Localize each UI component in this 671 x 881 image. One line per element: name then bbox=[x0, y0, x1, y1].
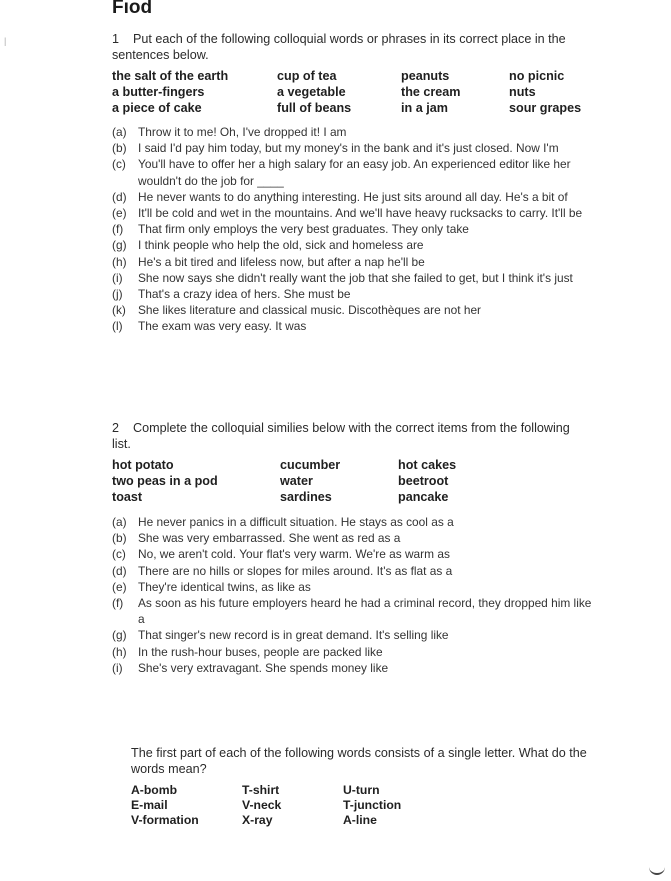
exercise-item bbox=[112, 270, 596, 286]
item-label: (k) bbox=[112, 303, 126, 318]
word-item: U-turn bbox=[343, 783, 380, 797]
exercise-item bbox=[112, 254, 596, 270]
exercise-item bbox=[112, 205, 596, 221]
item-label: (c) bbox=[112, 157, 126, 172]
word-item: cucumber bbox=[280, 458, 341, 472]
item-text: There are no hills or slopes for miles around. It's as flat as a bbox=[138, 563, 453, 578]
item-label: (c) bbox=[112, 547, 126, 562]
item-text: No, we aren't cold. Your flat's very warm. We're as warm as bbox=[138, 547, 450, 562]
item-text: They're identical twins, as like as bbox=[138, 579, 311, 594]
section2-word-box bbox=[112, 457, 456, 505]
word-row bbox=[112, 100, 581, 116]
item-text: She's very extravagant. She spends money like bbox=[138, 660, 389, 675]
word-item: a butter-fingers bbox=[112, 85, 205, 99]
word-item: a piece of cake bbox=[112, 101, 202, 115]
word-item: V-formation bbox=[131, 813, 199, 827]
word-row bbox=[112, 489, 456, 505]
exercise-item bbox=[112, 124, 596, 140]
item-text: He never wants to do anything interesting. He just sits around all day. He's a bit of bbox=[138, 189, 568, 204]
item-label: (a) bbox=[112, 125, 127, 139]
item-label: (i) bbox=[112, 660, 123, 675]
exercise-item bbox=[112, 644, 596, 660]
word-item: toast bbox=[112, 490, 143, 504]
word-item: the cream bbox=[401, 85, 461, 99]
item-text: In the rush-hour buses, people are packed like bbox=[138, 644, 383, 659]
word-row bbox=[131, 782, 401, 797]
word-item: the salt of the earth bbox=[112, 69, 229, 83]
item-label: (g) bbox=[112, 238, 127, 253]
word-item: hot potato bbox=[112, 458, 174, 472]
word-item: pancake bbox=[398, 490, 449, 504]
item-label: (j) bbox=[112, 287, 123, 302]
word-item: a vegetable bbox=[277, 85, 346, 99]
word-item: two peas in a pod bbox=[112, 474, 218, 488]
item-text: As soon as his future employers heard he had a criminal record, they dropped him like a bbox=[138, 596, 592, 627]
word-item: hot cakes bbox=[398, 458, 457, 472]
word-row bbox=[112, 457, 456, 473]
word-item: beetroot bbox=[398, 474, 449, 488]
item-label: (h) bbox=[112, 254, 127, 269]
word-row bbox=[112, 68, 581, 84]
word-row bbox=[131, 797, 401, 812]
exercise-item bbox=[112, 140, 596, 156]
word-item: T-junction bbox=[343, 798, 402, 812]
item-label: (a) bbox=[112, 515, 127, 529]
item-text: That's a crazy idea of hers. She must be bbox=[138, 287, 351, 302]
exercise-item bbox=[112, 563, 596, 579]
section2-exercise-list bbox=[112, 514, 596, 676]
item-label: (b) bbox=[112, 531, 127, 546]
exercise-item bbox=[112, 318, 596, 334]
item-text: The exam was very easy. It was bbox=[138, 319, 307, 334]
word-item: A-bomb bbox=[131, 783, 178, 797]
item-text: She likes literature and classical music. Discothèques are not her bbox=[138, 303, 482, 318]
word-item: A-line bbox=[343, 813, 377, 827]
item-label: (d) bbox=[112, 563, 127, 578]
item-label: (b) bbox=[112, 141, 127, 156]
item-text: That firm only employs the very best graduates. They only take bbox=[138, 222, 469, 237]
margin-mark: | bbox=[4, 36, 7, 46]
exercise-item bbox=[112, 514, 596, 530]
item-text: I said I'd pay him today, but my money's in the bank and it's just closed. Now I'm bbox=[138, 141, 559, 156]
word-item: V-neck bbox=[242, 798, 282, 812]
exercise-item bbox=[112, 579, 596, 595]
section3-instruction: The first part of each of the following words consists of a single letter. What do the words mean? bbox=[131, 746, 587, 776]
section2-instruction bbox=[112, 420, 590, 452]
section2-instruction-text: Complete the colloquial similies below with the correct items from the following list. bbox=[112, 421, 570, 451]
item-label: (d) bbox=[112, 189, 127, 204]
word-item: no picnic bbox=[509, 69, 565, 83]
item-label: (l) bbox=[112, 319, 123, 334]
item-text: I think people who help the old, sick and homeless are bbox=[138, 238, 424, 253]
word-item: cup of tea bbox=[277, 69, 337, 83]
exercise-item bbox=[112, 660, 596, 676]
section1-word-box bbox=[112, 68, 581, 116]
item-text: You'll have to offer her a high salary for an easy job. An experienced editor like her wouldn't do the job for ____ bbox=[138, 157, 571, 188]
word-item: sardines bbox=[280, 490, 332, 504]
word-item: nuts bbox=[509, 85, 536, 99]
item-text: She was very embarrassed. She went as red as a bbox=[138, 531, 401, 546]
word-item: water bbox=[280, 474, 313, 488]
exercise-item bbox=[112, 302, 596, 318]
exercise-item bbox=[112, 530, 596, 546]
word-item: full of beans bbox=[277, 101, 352, 115]
item-text: That singer's new record is in great demand. It's selling like bbox=[138, 628, 449, 643]
word-item: peanuts bbox=[401, 69, 450, 83]
exercise-item bbox=[112, 286, 596, 302]
word-item: sour grapes bbox=[509, 101, 582, 115]
section2-number: 2 bbox=[112, 421, 120, 435]
item-text: He never panics in a difficult situation. He stays as cool as a bbox=[138, 515, 454, 529]
section1-number: 1 bbox=[112, 32, 120, 46]
section3-word-box bbox=[131, 782, 401, 827]
item-text: Throw it to me! Oh, I've dropped it! I am bbox=[138, 125, 347, 139]
exercise-item bbox=[112, 595, 596, 627]
item-text: He's a bit tired and lifeless now, but after a nap he'll be bbox=[138, 254, 425, 269]
exercise-item bbox=[112, 546, 596, 562]
item-text: It'll be cold and wet in the mountains. And we'll have heavy rucksacks to carry. It'll be bbox=[138, 206, 583, 221]
item-label: (f) bbox=[112, 596, 124, 611]
item-label: (g) bbox=[112, 628, 127, 643]
exercise-item bbox=[112, 189, 596, 205]
word-row bbox=[112, 84, 581, 100]
exercise-item bbox=[112, 221, 596, 237]
page-title: Fıod bbox=[112, 0, 153, 18]
section1-instruction bbox=[112, 31, 590, 63]
section1-exercise-list bbox=[112, 124, 596, 335]
item-text: She now says she didn't really want the job that she failed to get, but I think it's just bbox=[138, 270, 573, 285]
item-label: (f) bbox=[112, 222, 124, 237]
section1-instruction-text: Put each of the following colloquial words or phrases in its correct place in the sentences below. bbox=[112, 32, 566, 62]
exercise-item bbox=[112, 156, 596, 188]
item-label: (h) bbox=[112, 644, 127, 659]
item-label: (e) bbox=[112, 206, 127, 221]
word-item: T-shirt bbox=[242, 783, 280, 797]
word-item: X-ray bbox=[242, 813, 273, 827]
item-label: (i) bbox=[112, 270, 123, 285]
page-corner-mark bbox=[649, 863, 665, 875]
word-item: in a jam bbox=[401, 101, 448, 115]
word-row bbox=[112, 473, 456, 489]
exercise-item bbox=[112, 627, 596, 643]
item-label: (e) bbox=[112, 579, 127, 594]
exercise-item bbox=[112, 237, 596, 253]
word-row bbox=[131, 812, 401, 827]
word-item: E-mail bbox=[131, 798, 168, 812]
